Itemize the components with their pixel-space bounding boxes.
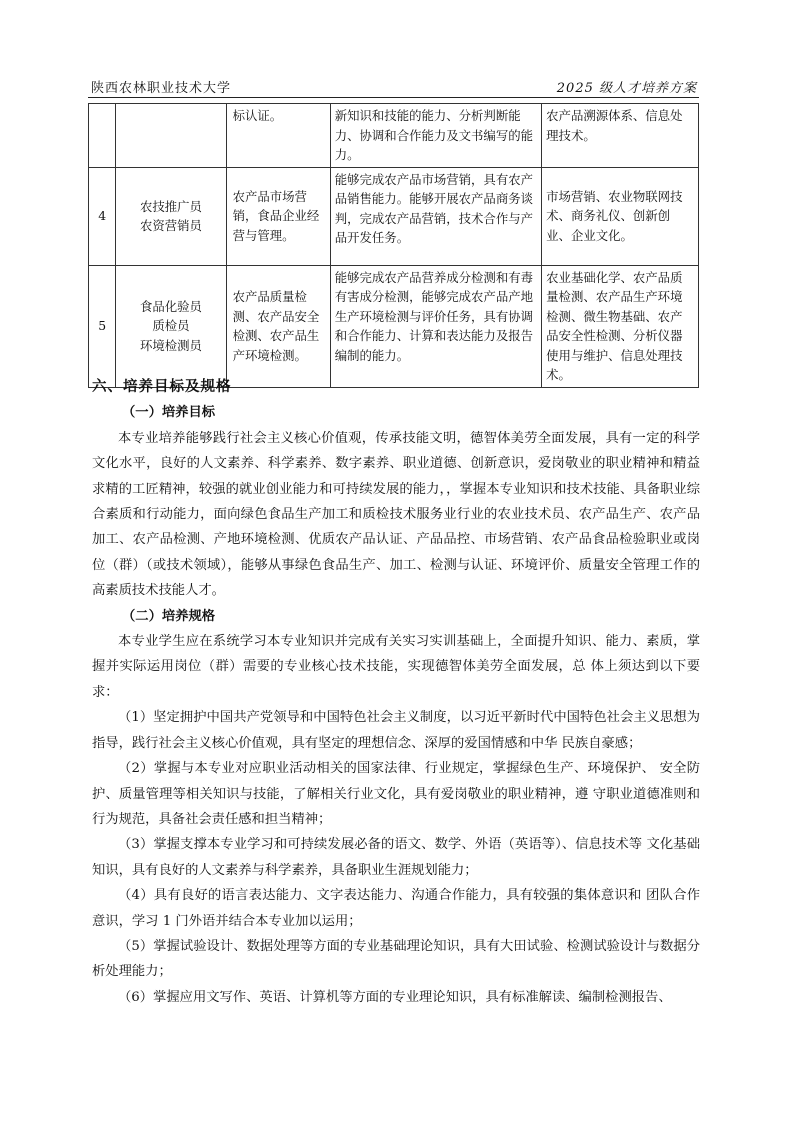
related-courses: 农业基础化学、农产品质量检测、农产品生产环境检测、微生物基础、农产品安全性检测、分析仪器使用与维护、信息处理技术。	[542, 265, 699, 387]
job-role: 环境检测员	[139, 337, 202, 353]
spec-item: （6）掌握应用文写作、英语、计算机等方面的专业理论知识，具有标准解读、编制检测报告、	[118, 989, 672, 1005]
job-role: 农技推广员	[139, 198, 202, 214]
job-roles	[116, 167, 226, 265]
row-number	[89, 104, 116, 168]
spec-item: （5）掌握试验设计、数据处理等方面的专业基础理论知识，具有大田试验、检测试验设计与数据分析处理能力；	[92, 938, 700, 980]
ability-requirement: 能够完成农产品市场营销，具有农产品销售能力。能够开展农产品商务谈判，完成农产品营销，技术合作与产品开发任务。	[330, 167, 541, 265]
page-header	[88, 75, 699, 98]
spec-item: （4）具有良好的语言表达能力、文字表达能力、沟通合作能力，具有较强的集体意识和 团队合作意识，学习 1 门外语并结合本专业加以运用；	[92, 888, 700, 929]
table-row	[89, 265, 699, 387]
work-area: 农产品市场营销，食品企业经营与管理。	[226, 167, 330, 265]
row-number: 4	[89, 167, 116, 265]
goal-heading: （一）培养目标	[122, 405, 216, 421]
job-role: 农资营销员	[139, 218, 202, 233]
row-number: 5	[89, 265, 116, 387]
related-courses: 农产品溯源体系、信息处理技术。	[542, 104, 699, 168]
job-table	[88, 103, 699, 388]
spec-heading: （二）培养规格	[122, 608, 216, 624]
job-roles	[116, 265, 226, 387]
spec-item: （3）掌握支撑本专业学习和可持续发展必备的语文、数学、外语（英语等）、信息技术等 文化基础知识，具有良好的人文素养与科学素养，具备职业生涯规划能力；	[92, 837, 700, 878]
ability-requirement: 新知识和技能的能力、分析判断能力、协调和合作能力及文书编写的能力。	[330, 104, 541, 168]
table-row	[89, 167, 699, 265]
school-name: 陕西农林职业技术大学	[91, 81, 232, 96]
spec-item: （2）掌握与本专业对应职业活动相关的国家法律、行业规定，掌握绿色生产、环境保护、 安全防护、质量管理等相关知识与技能，了解相关行业文化，具有爱岗敬业的职业精神，遵 守职业道德准则和行为规范，具备社会责任感和担当精神；	[92, 761, 700, 827]
spec-intro: 本专业学生应在系统学习本专业知识并完成有关实习实训基础上，全面提升知识、能力、素质，掌握并实际运用岗位（群）需要的专业核心技术技能，实现德智体美劳全面发展，总 体上须达到以下要求：	[92, 634, 700, 700]
main-content	[92, 375, 700, 1010]
related-courses: 市场营销、农业物联网技术、商务礼仪、创新创业、企业文化。	[542, 167, 699, 265]
spec-item: （1）坚定拥护中国共产党领导和中国特色社会主义制度，以习近平新时代中国特色社会主义思想为指导，践行社会主义核心价值观，具有坚定的理想信念、深厚的爱国情感和中华 民族自豪感；	[92, 710, 700, 751]
goal-paragraph: 本专业培养能够践行社会主义核心价值观，传承技能文明，德智体美劳全面发展，具有一定的科学文化水平，良好的人文素养、科学素养、数字素养、职业道德、创新意识，爱岗敬业的职业精神和精益求精的工匠精神，较强的就业创业能力和可持续发展的能力，，掌握本专业知识和技术技能、具备职业综合素质和行动能力，面向绿色食品生产加工和质检技术服务业行业的农业技术员、农产品生产、农产品加工、农产品检测、产地环境检测、优质农产品认证、产品品控、市场营销、农产品食品检验职业或岗位（群）（或技术领域），能够从事绿色食品生产、加工、检测与认证、环境评价、质量安全管理工作的高素质技术技能人才。	[92, 430, 700, 599]
ability-requirement: 能够完成农产品营养成分检测和有毒有害成分检测，能够完成农产品产地生产环境检测与评价任务，具有协调和合作能力、计算和表达能力及报告编制的能力。	[330, 265, 541, 387]
document-title: 2025 级人才培养方案	[556, 81, 697, 96]
table-row	[89, 104, 699, 168]
job-role: 质检员	[152, 318, 190, 334]
section-title: 六、培养目标及规格	[92, 379, 232, 395]
work-area: 农产品质量检测、农产品安全检测、农产品生产环境检测。	[226, 265, 330, 387]
job-role: 食品化验员	[139, 298, 202, 314]
work-area: 标认证。	[226, 104, 330, 168]
job-roles	[116, 104, 226, 168]
